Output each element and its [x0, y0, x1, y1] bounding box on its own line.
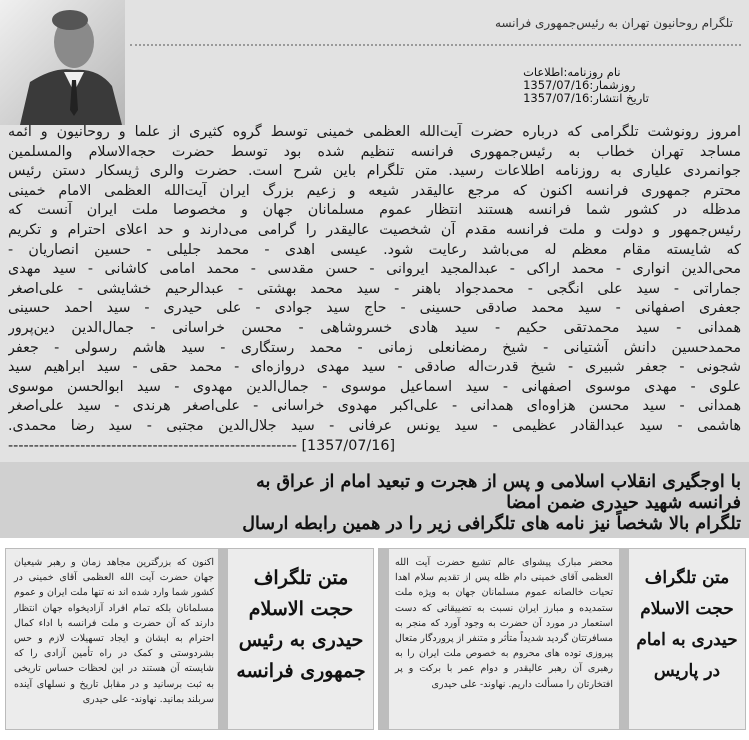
- telegram-to-president-caption: [232, 563, 370, 687]
- body-line: رئیس‌جمهور و دولت و ملت فرانسه مقدم آن شخصیت عالیقدر را گرامی می‌دارند و حد اعلای احترام و تکریم: [8, 221, 741, 238]
- portrait-photo: [0, 0, 125, 125]
- telegram-to-imam-text: محضر مبارک پیشوای عالم تشیع حضرت آیت الله العظمی آقای خمینی دام ظله پس از تقدیم سلام اهدا تحیات خالصانه عموم مسلمانان جهان به ویژه ملت ستمدیده و مبارز ایران نسبت به تضییقاتی که دست استعمار در مورد آن حضرت به وجود آورد که منجر به مسافرتتان گردید شدیداً متأثر و متنفر از پروردگار متعال پیروزی توده های محروم به خصوص ملت ایران را به رهبری آن رهبر عالیقدر و دوام عمر با برکت و پر افتخارتان را مسألت داریم. نهاوند- علی حیدری: [395, 557, 613, 690]
- dotted-divider: [130, 44, 741, 46]
- body-line: مدظله در کشور شما فرانسه هستند انتظار عموم مسلمانان جهان و مخصوصا ملت ایران آنست که: [8, 202, 741, 219]
- telegram-scans: [0, 538, 749, 740]
- article-title: تلگرام روحانیون تهران به رئیس‌جمهوری فرانسه: [495, 16, 733, 30]
- body-line: شجونی - جعفر شبیری - شیخ قدرت‌اله صادقی - سید مهدی دروازه‌ای - محمد حقی - سید ابراهیم سید: [8, 359, 741, 376]
- body-line: هاشمی - سید عبدالقادر عظیمی - سید یونس عرفانی - سید جلال‌الدین مجتبی - سید رضا محمدی.: [8, 417, 741, 434]
- caption-line: حجت الاسلام: [640, 599, 734, 619]
- caption-line: متن تلگراف: [253, 567, 349, 589]
- section-heading: [0, 462, 749, 538]
- scan-divider: [379, 549, 389, 729]
- body-line: جوانمردی علیاری به روزنامه اطلاعات رسید. متن تلگرام باین شرح است. حضرت والری ژیسکار دستن رئیس: [8, 163, 741, 180]
- body-line: جعفری اصفهانی - سید محمد صادقی حسینی - حاج سید جوادی - علی حیدری - سید احمد حسینی: [8, 300, 741, 317]
- telegram-to-imam-caption: [631, 563, 743, 687]
- body-line: علوی - مهدی موسوی اصفهانی - سید اسماعیل موسوی - جمال‌الدین مهدوی - سید ابوالحسن موسوی: [8, 378, 741, 395]
- publish-date: تاریخ انتشار:1357/07/16: [523, 91, 649, 105]
- telegram-to-president-scan: [5, 548, 374, 730]
- heading-line-2: تلگرام بالا شخصاً نیز نامه های تلگرافی زیر را در همین رابطه ارسال: [242, 514, 741, 534]
- scan-divider: [619, 549, 629, 729]
- heading-line-1: با اوجگیری انقلاب اسلامی و پس از هجرت و تبعید امام از عراق به فرانسه شهید حیدری ضمن امضا: [256, 472, 741, 513]
- issue-date: روزشمار:1357/07/16: [523, 78, 636, 92]
- body-line: که شایسته مقام معظم له می‌باشد رعایت شود. عیسی اهدی - محمد جلیلی - حسین انصاریان -: [8, 241, 741, 258]
- body-line: همدانی - سید محسن هزاوه‌ای همدانی - علی‌اکبر مهدوی خراسانی - علی‌اصغر هرندی - سید علی‌اصغر: [8, 398, 741, 415]
- body-line: امروز رونوشت تلگرامی که درباره حضرت آیت‌الله العظمی خمینی توسط گروه کثیری از علما و روحانیون و ائمه: [8, 124, 741, 140]
- telegram-to-imam-scan: [378, 548, 746, 730]
- paper-name: نام روزنامه:اطلاعات: [523, 65, 621, 79]
- body-line: جماراتی - سید علی انگجی - محمدجواد باهنر - سید محمد بهشتی - عبدالرحیم خشایشی - علی‌اصغر: [8, 280, 741, 297]
- body-line-date: [1357/07/16] --------------------------------------------------------: [8, 437, 396, 454]
- portrait-image: [0, 0, 125, 125]
- caption-line: جمهوری فرانسه: [236, 660, 366, 682]
- caption-line: حیدری به امام: [636, 630, 738, 650]
- body-line: محمدحسین دانش آشتیانی - شیخ رمضانعلی زمانی - محمد رستگاری - سید هاشم رسولی - جعفر: [8, 339, 741, 356]
- body-line: مساجد تهران خطاب به رئیس‌جمهوری فرانسه تنظیم شده بود توسط حضرت حجه‌الاسلام والمسلمین: [8, 143, 741, 160]
- article-title-band: [130, 0, 745, 50]
- caption-line: حیدری به رئیس: [238, 629, 364, 651]
- caption-line: در پاریس: [653, 661, 721, 681]
- scan-divider: [218, 549, 228, 729]
- body-line: محترم جمهوری فرانسه اکنون که مرجع عالیقدر شیعه و زعیم بزرگ ایران آیت‌الله العظمی الامام خمینی: [8, 182, 741, 199]
- caption-line: متن تلگراف: [644, 568, 730, 588]
- body-line: همدانی - سید محمدتقی حکیم - سید هادی خسروشاهی - محسن خراسانی - جمال‌الدین دین‌پرور: [8, 319, 741, 336]
- caption-line: حجت الاسلام: [248, 598, 354, 620]
- telegram-to-president-text: اکنون که بزرگترین مجاهد زمان و رهبر شیعیان جهان حضرت آیت الله العظمی آقای خمینی در کشور شما وارد شده اند نه تنها ملت ایران و عموم مسلمانان بلکه تمام افراد آزادیخواه جهان انتظار دارند که آن حضرت و ملت فرانسه با اداء کمال احترام به ایشان و ایجاد تسهیلات لازم و حس بشردوستی و کمک در راه تأمین آزادی را که شایسته آن هستند در این لحظات حساس تاریخی به ثبت برسانید و در مقابل تاریخ و نسلهای آینده سربلند بمانید. نهاوند- علی حیدری: [14, 557, 214, 705]
- article-body: [8, 123, 741, 456]
- body-line: محی‌الدین انواری - محمد اراکی - عبدالمجید ایروانی - حسن مقدسی - محمد امامی کاشانی - سید مهدی: [8, 261, 741, 278]
- article-meta: [523, 66, 649, 105]
